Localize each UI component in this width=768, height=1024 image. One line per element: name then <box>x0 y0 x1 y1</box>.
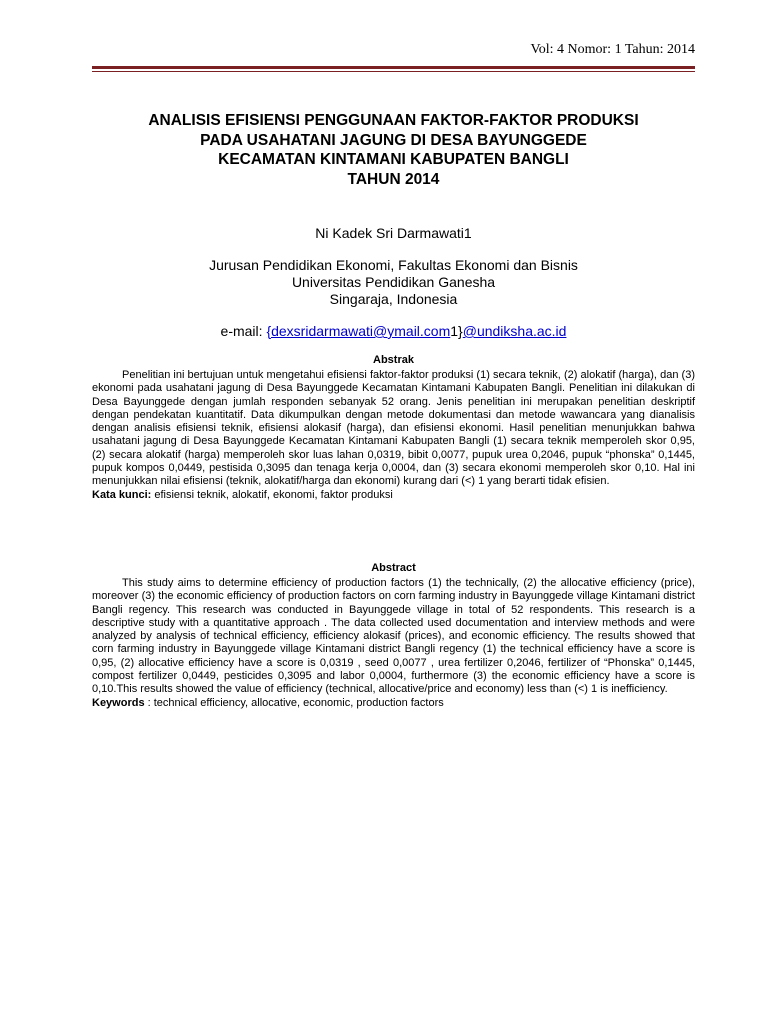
title-line: KECAMATAN KINTAMANI KABUPATEN BANGLI <box>218 151 569 168</box>
email-line <box>92 323 695 339</box>
keywords-text: : technical efficiency, allocative, economic, production factors <box>144 696 444 709</box>
email-middle: 1} <box>450 323 463 339</box>
keywords <box>92 697 695 710</box>
author-name: Ni Kadek Sri Darmawati1 <box>315 225 472 241</box>
title-line: PADA USAHATANI JAGUNG DI DESA BAYUNGGEDE <box>200 131 587 149</box>
header-rule-thick <box>92 66 695 69</box>
affiliation-line: Jurusan Pendidikan Ekonomi, Fakultas Ekonomi dan Bisnis <box>209 257 578 273</box>
affiliation-line: Singaraja, Indonesia <box>329 291 458 307</box>
email-label: e-mail: <box>220 323 267 339</box>
abstract-section <box>92 577 695 710</box>
abstrak-heading: Abstrak <box>373 354 414 366</box>
kata-kunci-text: efisiensi teknik, alokatif, ekonomi, faktor produksi <box>151 488 393 501</box>
journal-issue-line: Vol: 4 Nomor: 1 Tahun: 2014 <box>530 42 695 57</box>
affiliation <box>92 257 695 308</box>
abstract-body: This study aims to determine efficiency of production factors (1) the technically, (2) the allocative efficiency (price), moreover (3) the economic efficiency of production factors on corn farming industry in Bayunggede village Kintamani district Bangli regency. This research was conducted in Bayunggede village in total of 52 respondents. This research is a descriptive study with a quantitative approach . The data collected used documentation and interview methods and were analyzed by analysis of technical efficiency, efficiency alokasif (prices), and economic efficiency. The results showed that corn farming industry in Bayunggede village Kintamani district Bangli regency (1) the technical efficiency have a score is 0,95, (2) allocative efficiency have a score is 0,0319 , seed 0,0077 , urea fertilizer 0,2046, fertilizer of “Phonska” 0,1445, compost fertilizer 0,0449, pesticides 0,3095 and labor 0,0004, furthermore (3) the economic efficiency have a score is 0,10.This results showed the value of efficiency (technical, allocative/price and economy) less than (<) 1 is inefficiency. <box>92 577 695 696</box>
email-domain-link[interactable]: @undiksha.ac.id <box>462 323 567 339</box>
header-rule-thin <box>92 71 695 72</box>
kata-kunci <box>92 489 695 502</box>
paper-title <box>92 111 695 189</box>
keywords-label: Keywords <box>92 696 145 709</box>
title-line: ANALISIS EFISIENSI PENGGUNAAN FAKTOR-FAKTOR PRODUKSI <box>148 112 639 129</box>
email-link[interactable]: {dexsridarmawati@ymail.com <box>266 323 451 339</box>
abstract-heading: Abstract <box>371 562 416 574</box>
kata-kunci-label: Kata kunci: <box>92 488 152 501</box>
affiliation-line: Universitas Pendidikan Ganesha <box>291 274 496 290</box>
abstrak-body: Penelitian ini bertujuan untuk mengetahui efisiensi faktor-faktor produksi (1) secara teknik, (2) alokatif (harga), dan (3) ekonomi pada usahatani jagung di Desa Bayunggede Kecamatan Kintamani Kabupaten Bangli. Penelitian ini dilakukan di Desa Bayunggede dengan jumlah responden sebanyak 52 orang. Jenis penelitian ini merupakan penelitian deskriptif dengan pendekatan kuantitatif. Data dikumpulkan dengan metode dokumentasi dan metode wawancara yang dianalisis dengan analisis efisiensi teknik, efisiensi alokasif (harga), dan efisiensi ekonomi. Hasil penelitian menunjukkan bahwa usahatani jagung di Desa Bayunggede Kecamatan Kintamani Kabupaten Bangli (1) secara teknik memperoleh skor 0,95, (2) secara alokatif (harga) memperoleh skor luas lahan 0,0319, bibit 0,0077, pupuk urea 0,2046, pupuk “phonska” 0,1445, pupuk kompos 0,0449, pestisida 0,3095 dan tenaga kerja 0,0004, dan (3) secara ekonomi memperoleh skor 0,10. Hal ini menunjukkan nilai efisiensi (teknik, alokatif/harga dan ekonomi) kurang dari (<) 1 yang berarti tidak efisien. <box>92 369 695 488</box>
abstrak-section <box>92 369 695 502</box>
title-line: TAHUN 2014 <box>347 170 440 188</box>
